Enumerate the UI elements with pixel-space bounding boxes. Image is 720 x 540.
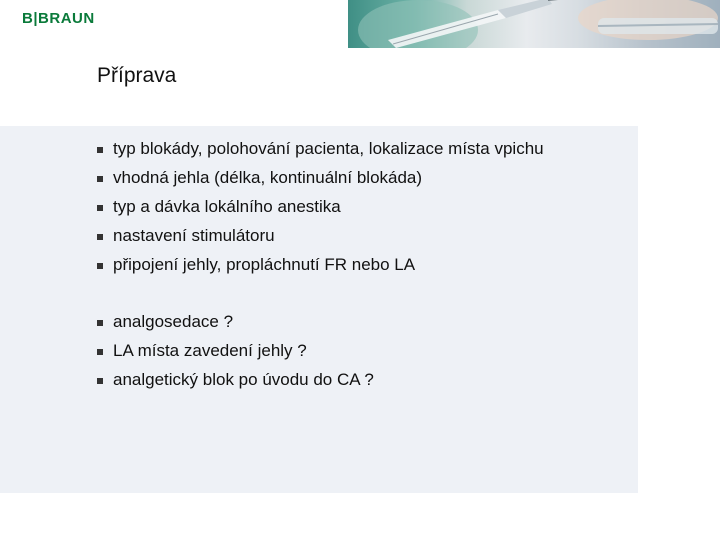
square-bullet-icon [97,378,103,384]
slide-title: Příprava [97,64,177,87]
bullet-list-questions [97,310,374,397]
bbraun-logo: B|BRAUN [22,10,95,27]
list-item [97,253,544,282]
list-item [97,195,544,224]
syringe-photo-icon [348,0,720,48]
square-bullet-icon [97,205,103,211]
list-item-text: nastavení stimulátoru [113,226,275,245]
list-item-text: analgosedace ? [113,312,234,331]
square-bullet-icon [97,147,103,153]
list-item [97,310,374,339]
list-item-text: typ a dávka lokálního anestika [113,197,341,216]
list-item-text: analgetický blok po úvodu do CA ? [113,370,374,389]
list-item [97,368,374,397]
list-item-text: LA místa zavedení jehly ? [113,341,307,360]
square-bullet-icon [97,320,103,326]
list-item [97,166,544,195]
bullet-list-preparation [97,137,544,282]
list-item-text: typ blokády, polohování pacienta, lokalizace místa vpichu [113,139,544,158]
list-item [97,137,544,166]
square-bullet-icon [97,234,103,240]
list-item [97,339,374,368]
square-bullet-icon [97,263,103,269]
list-item-text: připojení jehly, propláchnutí FR nebo LA [113,255,416,274]
square-bullet-icon [97,349,103,355]
list-item [97,224,544,253]
list-item-text: vhodná jehla (délka, kontinuální blokáda) [113,168,423,187]
square-bullet-icon [97,176,103,182]
